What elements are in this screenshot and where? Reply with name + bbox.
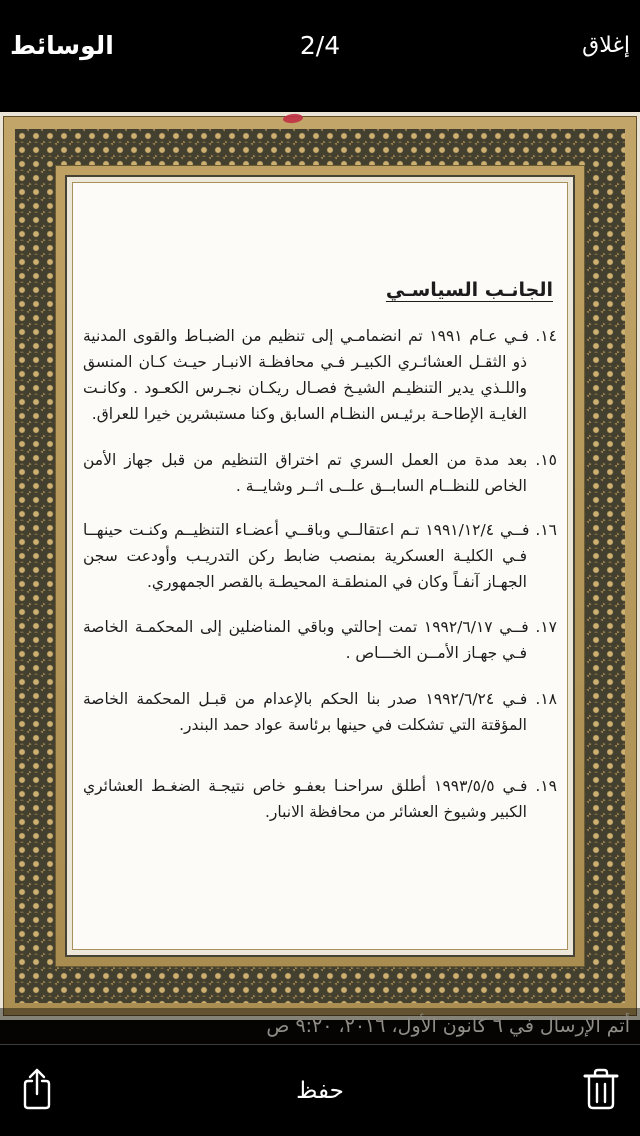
document-title: الجانـب السياسـي: [385, 279, 553, 301]
caption-bar: [0, 1008, 640, 1044]
share-button[interactable]: [18, 1065, 56, 1117]
frame-arabesque-band: [15, 129, 625, 1003]
document-paragraph-14: ١٤. فـي عـام ١٩٩١ تم انضمامـي إلى تنظيم من الضبـاط والقوى المدنية ذو الثقـل العشائـري الكبيـر فـي محافظـة الانبـار حيـث كـان المنسق واللـذي يدير التنظيـم الشيـخ فصـال ريكـان نجـرس الكعـود . وكانـت الغايـة الإطاحـة برئيـس النظـام السابق وكنا مستبشرين خيرا للعراق.: [83, 327, 557, 423]
delete-button[interactable]: [580, 1065, 622, 1117]
document-paper: [72, 182, 568, 950]
save-button-label: حفظ: [296, 1077, 344, 1104]
media-title-button[interactable]: الوسائط: [10, 30, 114, 60]
document-paragraph-17: ١٧. فــي ١٩٩٢/٦/١٧ تمت إحالتي وباقي المناضلين إلى المحكمـة الخاصة فـي جهـاز الأمــن الخـــاص .: [83, 618, 557, 662]
document-paragraph-19: ١٩. فـي ١٩٩٣/٥/٥ أطلق سراحنـا بعفـو خاص نتيجـة الضغـط العشائري الكبير وشيوخ العشائر من محافظة الانبار.: [83, 777, 557, 821]
frame-inner-gold-band: [55, 165, 585, 967]
trash-icon: [580, 1065, 622, 1117]
top-bar: [0, 0, 640, 90]
frame-outer-gold-band: [3, 116, 637, 1016]
document-paragraph-18: ١٨. فـي ١٩٩٢/٦/٢٤ صدر بنا الحكم بالإعدام من قبـل المحكمة الخاصة المؤقتة التي تشكلت في حينها برئاسة عواد حمد البندر.: [83, 690, 557, 734]
close-button[interactable]: إغلاق: [582, 32, 630, 58]
document-paragraph-15: ١٥. بعد مدة من العمل السري تم اختراق التنظيم من قبل جهاز الأمن الخاص للنظــام السابــق علــى اثــر وشايــة .: [83, 451, 557, 495]
bottom-toolbar: [0, 1044, 640, 1136]
scanned-page: [0, 112, 640, 1020]
document-photo[interactable]: [0, 112, 640, 1020]
share-icon: [18, 1065, 56, 1117]
document-paragraph-16: ١٦. فــي ١٩٩١/١٢/٤ تـم اعتقالــي وباقــي أعضـاء التنظيــم وكنـت حينهــا فـي الكليـة العسكرية بمنصب ضابط ركن التدريـب وأودعت سجن الجهـاز آنفـاً وكان في المنطقـة المحيطـة بالقصر الجمهوري.: [83, 521, 557, 591]
frame-inner-margin: [65, 175, 575, 957]
sent-date-caption: أتم الإرسال في ٦ كانون الأول، ٢٠١٦، ٩:٢٠ ص: [266, 1015, 630, 1037]
page-counter: 2/4: [299, 30, 341, 60]
